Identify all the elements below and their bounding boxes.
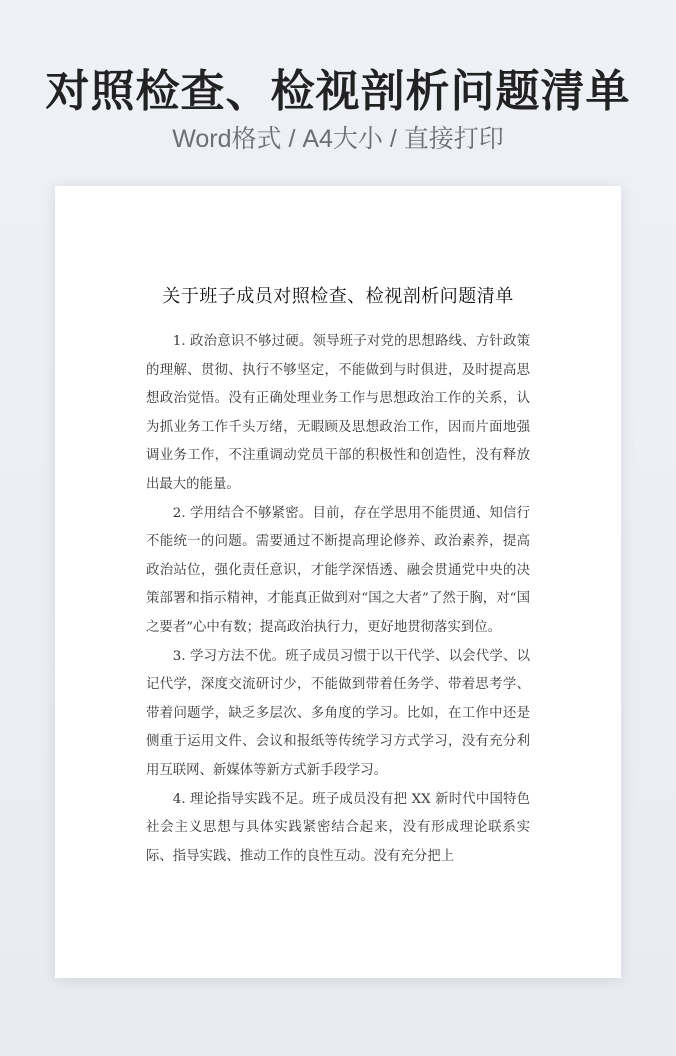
paragraph-3: 3. 学习方法不优。班子成员习惯于以干代学、以会代学、以记代学，深度交流研讨少，不能做到带着任务学、带着思考学、带着问题学，缺乏多层次、多角度的学习。比如，在工作中还是侧重于运用文件、会议和报纸等传统学习方式学习，没有充分利用互联网、新媒体等新方式新手段学习。 [146, 648, 530, 778]
paragraph-1: 1. 政治意识不够过硬。领导班子对党的思想路线、方针政策的理解、贯彻、执行不够坚定，不能做到与时俱进，及时提高思想政治觉悟。没有正确处理业务工作与思想政治工作的关系，认为抓业务工作千头万绪，无暇顾及思想政治工作，因而片面地强调业务工作，不注重调动党员干部的积极性和创造性，没有释放出最大的能量。 [146, 334, 530, 492]
banner-title: 对照检查、检视剖析问题清单 [45, 66, 631, 117]
document-body [146, 328, 530, 871]
banner-subtitle: Word格式 / A4大小 / 直接打印 [172, 125, 504, 153]
banner-header [0, 62, 676, 156]
paragraph-2: 2. 学用结合不够紧密。目前，存在学思用不能贯通、知信行不能统一的问题。需要通过不断提高理论修养、政治素养，提高政治站位，强化责任意识，才能学深悟透、融会贯通党中央的决策部署和指示精神，才能真正做到对“国之大者”了然于胸，对“国之要者”心中有数；提高政治执行力，更好地贯彻落实到位。 [146, 505, 530, 635]
paragraph-4: 4. 理论指导实践不足。班子成员没有把 XX 新时代中国特色社会主义思想与具体实践紧密结合起来，没有形成理论联系实际、指导实践、推动工作的良性互动。没有充分把上 [146, 791, 530, 864]
document-title: 关于班子成员对照检查、检视剖析问题清单 [162, 286, 514, 307]
document-page [55, 186, 621, 978]
